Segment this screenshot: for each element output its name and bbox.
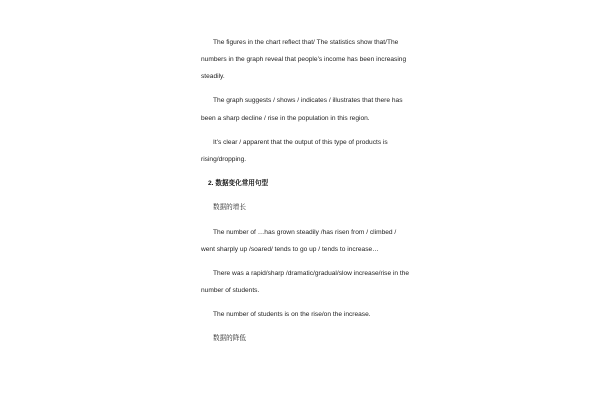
subheading-increase: 数据的增长 [213, 204, 246, 211]
paragraph-3-line-2: rising/dropping. [201, 156, 247, 163]
subheading-decrease: 数据的降低 [213, 335, 246, 342]
paragraph-4-line-1: The number of …has grown steadily /has risen from / climbed / [213, 229, 397, 236]
section-heading: 2. 数据变化常用句型 [208, 180, 269, 187]
paragraph-5-line-1: There was a rapid/sharp /dramatic/gradual/slow increase/rise in the [213, 270, 410, 277]
paragraph-1-line-2: numbers in the graph reveal that people’s income has been increasing [201, 56, 407, 63]
paragraph-1-line-1: The figures in the chart reflect that/ The statistics show that/The [213, 39, 399, 46]
paragraph-1-line-3: steadily. [201, 73, 225, 80]
paragraph-2-line-2: been a sharp decline / rise in the population in this region. [201, 115, 370, 122]
paragraph-4-line-2: went sharply up /soared/ tends to go up / tends to increase… [201, 246, 379, 253]
paragraph-5-line-2: number of students. [201, 287, 260, 294]
paragraph-2-line-1: The graph suggests / shows / indicates / illustrates that there has [213, 97, 403, 104]
paragraph-3-line-1: It’s clear / apparent that the output of this type of products is [213, 139, 388, 146]
paragraph-6-line-1: The number of students is on the rise/on the increase. [213, 311, 371, 318]
